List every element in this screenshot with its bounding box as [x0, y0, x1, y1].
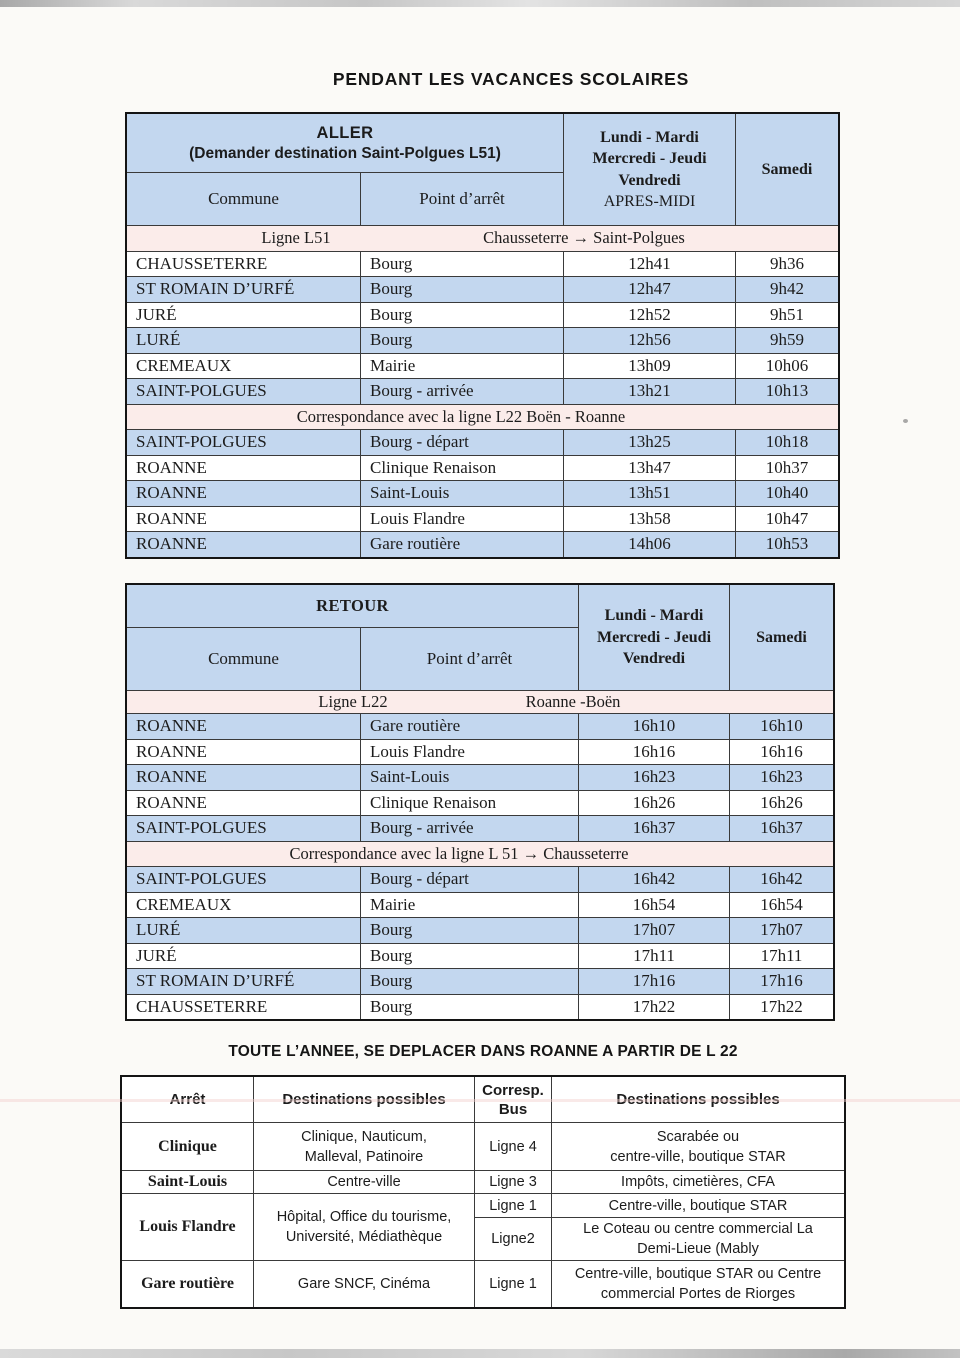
destination2-cell [551, 1261, 844, 1307]
aller-title: ALLER [316, 123, 374, 142]
col-header-corresp-bus [474, 1077, 551, 1122]
commune-cell: CHAUSSETERRE [136, 253, 268, 273]
commune-cell: ROANNE [136, 716, 207, 736]
stop-cell: Bourg [360, 969, 578, 994]
table-aller-header [127, 114, 838, 225]
commune-cell: ROANNE [136, 741, 207, 761]
city-row [122, 1260, 844, 1307]
col-header-commune: Commune [127, 627, 360, 690]
table-row [127, 531, 838, 557]
table-retour-header [127, 585, 833, 690]
table-row [127, 994, 833, 1020]
saturday-time-cell: 17h07 [729, 918, 833, 943]
bus-line-cell: Ligne2 [474, 1217, 551, 1260]
destination-line: commercial Portes de Riorges [600, 1286, 796, 1302]
weekday-time-cell: 14h06 [563, 532, 735, 557]
col-header-destinations-2: Destinations possibles [551, 1077, 844, 1122]
weekday-line: Vendredi [618, 171, 681, 189]
weekday-line: Vendredi [622, 650, 686, 668]
table-row [127, 480, 838, 506]
weekday-time-cell: 16h10 [578, 714, 729, 739]
commune-cell: CREMEAUX [136, 355, 232, 375]
commune-cell: SAINT-POLGUES [136, 818, 267, 838]
retour-title: RETOUR [316, 596, 389, 615]
commune-cell: LURÉ [136, 330, 181, 350]
aller-rows-before [127, 251, 838, 404]
col-header-saturday: Samedi [735, 114, 838, 225]
commune-cell: SAINT-POLGUES [136, 381, 267, 401]
stop-cell: Bourg [360, 328, 563, 353]
stop-name-cell: Clinique [158, 1137, 217, 1155]
destination-line: Centre-ville [327, 1174, 401, 1190]
saturday-time-cell: 17h22 [729, 995, 833, 1020]
weekday-time-cell: 17h22 [578, 995, 729, 1020]
bus-line-cell: Ligne 3 [474, 1171, 551, 1193]
scan-artifact-dot [903, 419, 908, 423]
stop-name-cell: Louis Flandre [139, 1218, 236, 1235]
stop-cell: Gare routière [360, 714, 578, 739]
stop-cell: Bourg - départ [360, 430, 563, 455]
weekday-line: Mercredi - Jeudi [592, 150, 707, 167]
saturday-time-cell: 9h51 [735, 303, 838, 328]
destinations-cell [253, 1123, 474, 1170]
stop-cell: Saint-Louis [360, 765, 578, 790]
table-row [127, 943, 833, 969]
destinations-cell [253, 1261, 474, 1307]
weekday-time-cell: 13h09 [563, 354, 735, 379]
table-row [127, 327, 838, 353]
aller-title-cell [127, 114, 563, 172]
weekday-time-cell: 16h16 [578, 740, 729, 765]
table-row [127, 455, 838, 481]
table-row [127, 378, 838, 404]
bus-line-cell: Ligne 4 [474, 1123, 551, 1170]
col-header-stop: Point d’arrêt [360, 627, 578, 690]
retour-title-cell [127, 585, 578, 627]
saturday-time-cell: 17h16 [729, 969, 833, 994]
stop-cell: Louis Flandre [360, 740, 578, 765]
line-direction: Chausseterre → Saint-Polgues [483, 228, 685, 248]
weekday-line: Mercredi - Jeudi [596, 628, 712, 646]
stop-cell: Mairie [360, 354, 563, 379]
saturday-time-cell: 16h37 [729, 816, 833, 841]
destination2-cell [551, 1171, 844, 1193]
table-row [127, 764, 833, 790]
aller-subtitle: (Demander destination Saint-Polgues L51) [189, 144, 501, 162]
commune-cell: ROANNE [136, 792, 207, 812]
destination-line: Scarabée ou [656, 1128, 740, 1145]
stop-name-cell: Saint-Louis [147, 1173, 228, 1190]
connection-band-l22 [127, 404, 838, 430]
destination2-cell [551, 1217, 844, 1260]
weekday-line: Lundi - Mardi [604, 607, 704, 625]
retour-rows-before [127, 713, 833, 841]
saturday-time-cell: 16h54 [729, 893, 833, 918]
weekday-time-cell: 13h58 [563, 507, 735, 532]
stop-cell: Clinique Renaison [360, 791, 578, 816]
city-row [122, 1122, 844, 1170]
connection-band-l51 [127, 841, 833, 867]
saturday-time-cell: 9h36 [735, 252, 838, 277]
destination-line: Le Coteau ou centre commercial La [583, 1221, 813, 1237]
stop-cell: Bourg - arrivée [360, 379, 563, 404]
stop-cell: Bourg [360, 995, 578, 1020]
weekday-time-cell: 12h41 [563, 252, 735, 277]
table-row [127, 353, 838, 379]
stop-cell: Bourg [360, 944, 578, 969]
connection-label: Correspondance avec la ligne L22 Boën - Roanne [296, 406, 626, 426]
weekday-time-cell: 13h25 [563, 430, 735, 455]
weekday-time-cell: 16h23 [578, 765, 729, 790]
weekday-time-cell: 16h37 [578, 816, 729, 841]
table-row [127, 815, 833, 841]
table-row [127, 302, 838, 328]
commune-cell: CREMEAUX [136, 894, 232, 914]
city-row [122, 1170, 844, 1193]
commune-cell: ST ROMAIN D’URFÉ [136, 971, 295, 991]
table-row [127, 917, 833, 943]
col-header-weekdays [563, 114, 735, 225]
weekday-time-cell: 13h47 [563, 456, 735, 481]
col-header-destinations: Destinations possibles [253, 1077, 474, 1122]
table-retour [125, 583, 835, 1021]
destination2-cell [551, 1194, 844, 1217]
commune-cell: SAINT-POLGUES [136, 869, 267, 889]
city-rows [122, 1122, 844, 1307]
destination-line: Impôts, cimetières, CFA [621, 1174, 775, 1190]
weekday-time-cell: 17h07 [578, 918, 729, 943]
weekday-time-cell: 17h11 [578, 944, 729, 969]
col-header-saturday: Samedi [729, 585, 833, 690]
saturday-time-cell: 10h53 [735, 532, 838, 557]
weekday-time-cell: 12h47 [563, 277, 735, 302]
stop-cell: Clinique Renaison [360, 456, 563, 481]
commune-cell: JURÉ [136, 945, 177, 965]
saturday-time-cell: 16h42 [729, 867, 833, 892]
line-band-l51 [127, 225, 838, 251]
weekday-time-cell: 16h42 [578, 867, 729, 892]
commune-cell: ROANNE [136, 508, 207, 528]
table-row [127, 276, 838, 302]
commune-cell: CHAUSSETERRE [136, 996, 268, 1016]
line-band-l22 [127, 690, 833, 713]
stop-cell: Bourg - départ [360, 867, 578, 892]
stop-cell: Gare routière [360, 532, 563, 557]
weekday-line: Lundi - Mardi [600, 128, 699, 146]
section-title-city: TOUTE L’ANNEE, SE DEPLACER DANS ROANNE A PARTIR DE L 22 [228, 1043, 738, 1060]
weekday-time-cell: 13h51 [563, 481, 735, 506]
stop-cell: Bourg [360, 277, 563, 302]
destination-line: Clinique, Nauticum, [301, 1128, 427, 1145]
weekday-time-cell: 12h52 [563, 303, 735, 328]
destination-line: Hôpital, Office du tourisme, [276, 1209, 452, 1225]
destinations-cell [253, 1171, 474, 1193]
city-table-header [122, 1077, 844, 1122]
commune-cell: SAINT-POLGUES [136, 432, 267, 452]
commune-cell: ST ROMAIN D’URFÉ [136, 279, 295, 299]
saturday-time-cell: 10h18 [735, 430, 838, 455]
destination-line: Centre-ville, boutique STAR ou Centre [574, 1266, 822, 1282]
commune-cell: ROANNE [136, 483, 207, 503]
col-header-arret: Arrêt [169, 1091, 206, 1108]
retour-rows-after [127, 866, 833, 1019]
line-label: Ligne L22 [318, 692, 388, 711]
city-row [122, 1193, 844, 1260]
line-label: Ligne L51 [261, 228, 331, 248]
destination-line: Université, Médiathèque [285, 1229, 443, 1245]
saturday-time-cell: 10h40 [735, 481, 838, 506]
col-header-weekdays [578, 585, 729, 690]
weekday-time-cell: 17h16 [578, 969, 729, 994]
commune-cell: ROANNE [136, 534, 207, 554]
bus-label: Bus [498, 1100, 528, 1118]
saturday-time-cell: 16h10 [729, 714, 833, 739]
saturday-time-cell: 9h42 [735, 277, 838, 302]
table-row [127, 506, 838, 532]
bus-line-cell: Ligne 1 [474, 1261, 551, 1307]
corresp-label: Corresp. [482, 1081, 544, 1099]
destination-line: centre-ville, boutique STAR [610, 1148, 786, 1165]
table-row [127, 866, 833, 892]
destination2-cell [551, 1123, 844, 1170]
commune-cell: ROANNE [136, 457, 207, 477]
table-aller [125, 112, 840, 559]
destination-line: Malleval, Patinoire [304, 1148, 424, 1165]
stop-cell: Saint-Louis [360, 481, 563, 506]
saturday-time-cell: 16h26 [729, 791, 833, 816]
table-city-connections [120, 1075, 846, 1309]
commune-cell: ROANNE [136, 767, 207, 787]
col-header-stop: Point d’arrêt [360, 172, 563, 225]
page-title: PENDANT LES VACANCES SCOLAIRES [332, 69, 690, 89]
saturday-time-cell: 10h06 [735, 354, 838, 379]
saturday-time-cell: 17h11 [729, 944, 833, 969]
stop-cell: Mairie [360, 893, 578, 918]
destination-line: Centre-ville, boutique STAR [608, 1197, 788, 1214]
saturday-time-cell: 10h47 [735, 507, 838, 532]
weekday-line: APRES-MIDI [603, 193, 696, 210]
col-header-commune: Commune [127, 172, 360, 225]
stop-cell: Louis Flandre [360, 507, 563, 532]
line-direction: Roanne -Boën [525, 692, 621, 711]
table-row [127, 429, 838, 455]
weekday-time-cell: 12h56 [563, 328, 735, 353]
scan-edge-bottom [0, 1349, 960, 1358]
stop-cell: Bourg [360, 303, 563, 328]
weekday-time-cell: 16h26 [578, 791, 729, 816]
destinations-cell [253, 1194, 474, 1260]
commune-cell: JURÉ [136, 304, 177, 324]
bus-line-cell: Ligne 1 [474, 1194, 551, 1217]
commune-cell: LURÉ [136, 920, 181, 940]
saturday-time-cell: 16h16 [729, 740, 833, 765]
destination-line: Demi-Lieue (Mably [637, 1241, 759, 1257]
table-row [127, 739, 833, 765]
saturday-time-cell: 9h59 [735, 328, 838, 353]
scan-edge-top [0, 0, 960, 7]
destination-line: Gare SNCF, Cinéma [297, 1276, 431, 1292]
aller-rows-after [127, 429, 838, 557]
stop-cell: Bourg - arrivée [360, 816, 578, 841]
table-row [127, 713, 833, 739]
saturday-time-cell: 10h13 [735, 379, 838, 404]
table-row [127, 790, 833, 816]
stop-cell: Bourg [360, 252, 563, 277]
table-row [127, 968, 833, 994]
weekday-time-cell: 13h21 [563, 379, 735, 404]
saturday-time-cell: 16h23 [729, 765, 833, 790]
saturday-time-cell: 10h37 [735, 456, 838, 481]
stop-cell: Bourg [360, 918, 578, 943]
table-row [127, 251, 838, 277]
table-row [127, 892, 833, 918]
connection-label: Correspondance avec la ligne L 51 → Chausseterre [289, 843, 629, 863]
weekday-time-cell: 16h54 [578, 893, 729, 918]
stop-name-cell: Gare routière [141, 1275, 234, 1292]
